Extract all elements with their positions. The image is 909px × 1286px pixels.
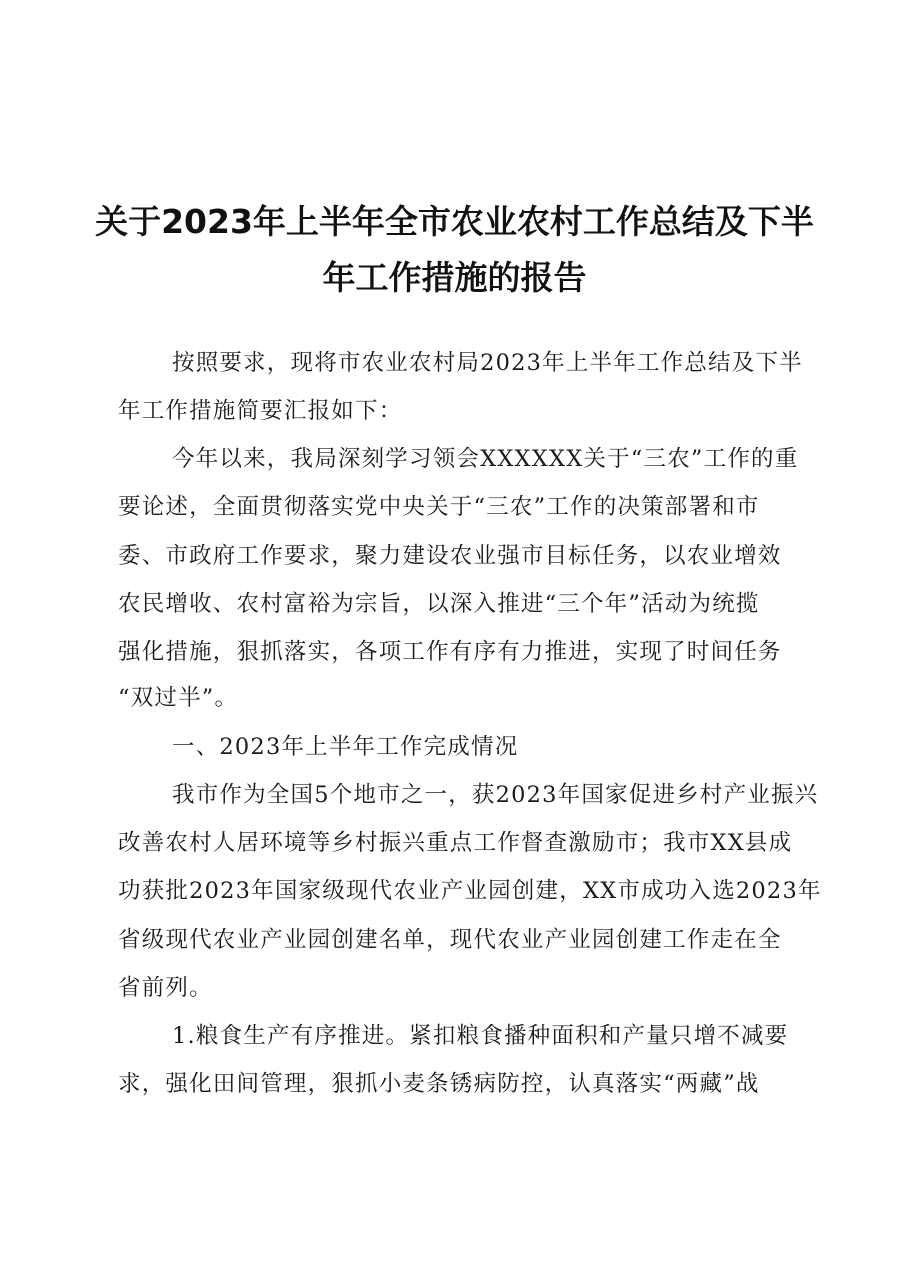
paragraph-line: 求，强化田间管理，狠抓小麦条锈病防控，认真落实“两藏”战 (118, 1071, 760, 1097)
paragraph-line: 按照要求，现将市农业农村局2023年上半年工作总结及下半 (172, 350, 803, 376)
paragraph-line: 省前列。 (118, 975, 213, 1001)
paragraph-line: 改善农村人居环境等乡村振兴重点工作督查激励市；我市XX县成 (118, 830, 793, 856)
paragraph-line: 功获批2023年国家级现代农业产业园创建，XX市成功入选2023年 (118, 878, 822, 904)
paragraph-line: 委、市政府工作要求，聚力建设农业强市目标任务，以农业增效 (118, 543, 782, 569)
paragraph-line: 1.粮食生产有序推进。紧扣粮食播种面积和产量只增不减要 (172, 1023, 789, 1049)
paragraph-line: 要论述，全面贯彻落实党中央关于“三农”工作的决策部署和市 (118, 494, 760, 520)
paragraph-line: 我市作为全国5个地市之一，获2023年国家促进乡村产业振兴 (172, 782, 819, 808)
paragraph-line: 强化措施，狠抓落实，各项工作有序有力推进，实现了时间任务 (118, 639, 782, 665)
document-title-line-2: 年工作措施的报告 (322, 258, 587, 297)
section-heading: 一、2023年上半年工作完成情况 (172, 734, 519, 760)
paragraph-line: 农民增收、农村富裕为宗旨，以深入推进“三个年”活动为统揽 (118, 591, 760, 617)
paragraph-line: 年工作措施简要汇报如下： (118, 398, 403, 424)
document-title-line-1: 关于2023年上半年全市农业农村工作总结及下半 (95, 202, 814, 241)
paragraph-line: 省级现代农业产业园创建名单，现代农业产业园创建工作走在全 (118, 927, 782, 953)
paragraph-line: 今年以来，我局深刻学习领会XXXXXX关于“三农”工作的重 (172, 446, 799, 472)
paragraph-line: “双过半”。 (118, 685, 239, 711)
